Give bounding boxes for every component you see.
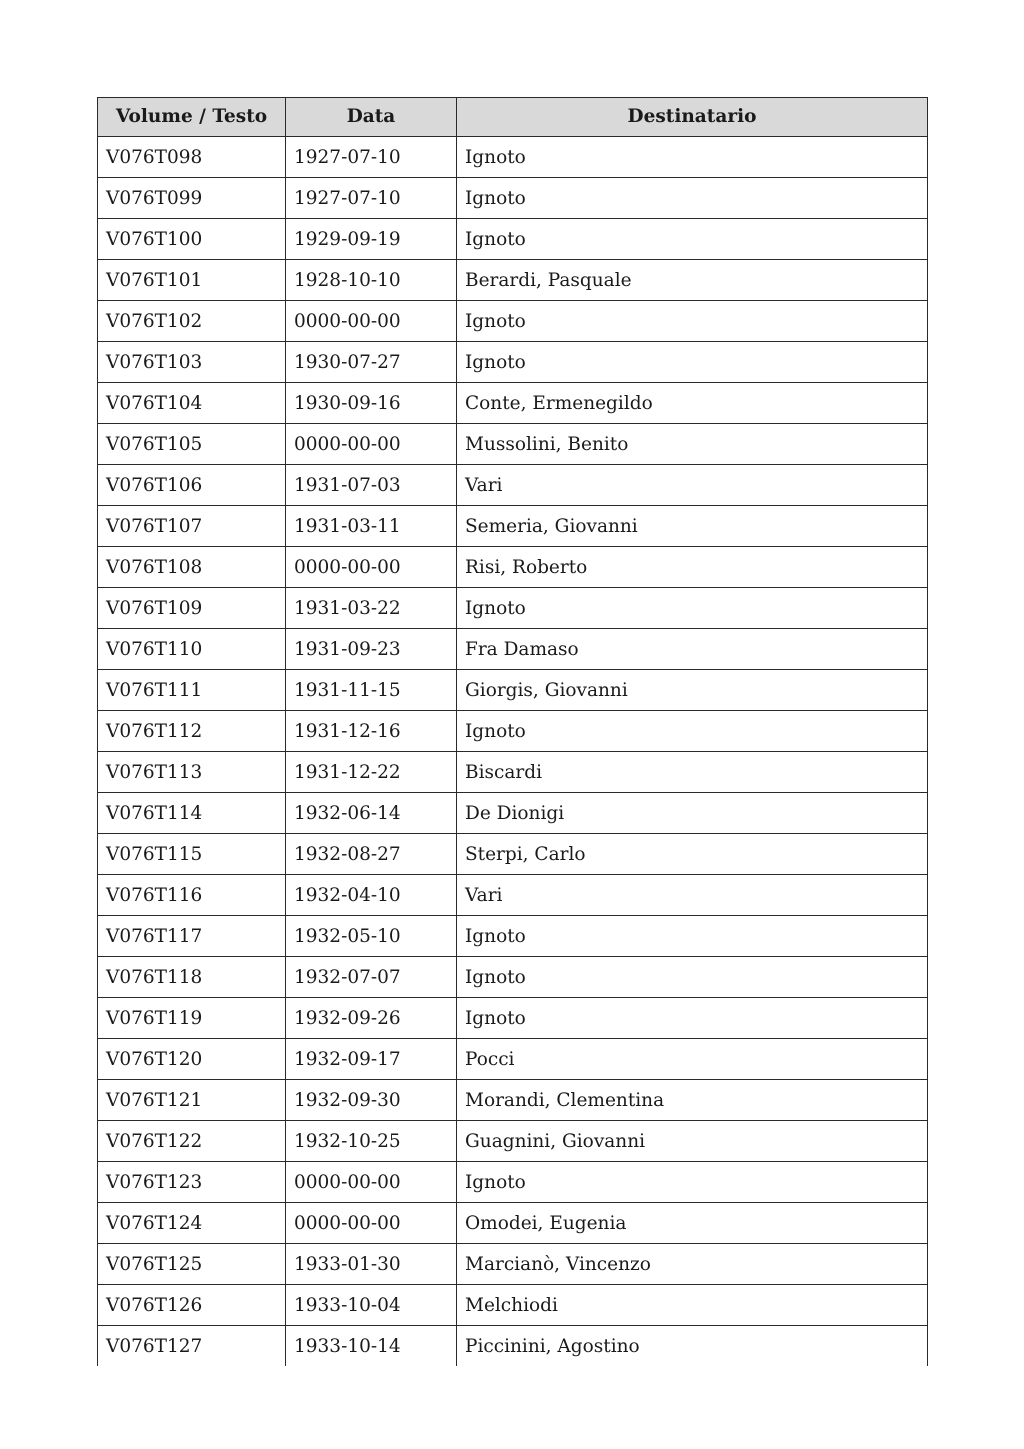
cell-destinatario: Fra Damaso [457,629,928,670]
cell-destinatario: Melchiodi [457,1285,928,1326]
cell-destinatario: Ignoto [457,301,928,342]
table-row [98,424,928,465]
table-row [98,998,928,1039]
table-row [98,178,928,219]
cell-volume-testo: V076T114 [98,793,286,834]
cell-volume-testo: V076T107 [98,506,286,547]
cell-destinatario: Morandi, Clementina [457,1080,928,1121]
cell-destinatario: Ignoto [457,137,928,178]
cell-volume-testo: V076T110 [98,629,286,670]
cell-data: 0000-00-00 [286,301,457,342]
table-row [98,383,928,424]
cell-destinatario: Biscardi [457,752,928,793]
table-row [98,219,928,260]
table-row [98,752,928,793]
cell-data: 1930-07-27 [286,342,457,383]
cell-data: 1932-09-17 [286,1039,457,1080]
cell-volume-testo: V076T100 [98,219,286,260]
cell-volume-testo: V076T111 [98,670,286,711]
cell-data: 1933-10-14 [286,1326,457,1367]
table-row [98,1080,928,1121]
cell-volume-testo: V076T124 [98,1203,286,1244]
cell-volume-testo: V076T101 [98,260,286,301]
table-row [98,506,928,547]
cell-volume-testo: V076T120 [98,1039,286,1080]
table-row [98,301,928,342]
cell-data: 1933-10-04 [286,1285,457,1326]
cell-data: 1932-06-14 [286,793,457,834]
cell-destinatario: Ignoto [457,342,928,383]
cell-data: 0000-00-00 [286,1162,457,1203]
cell-destinatario: Ignoto [457,1162,928,1203]
cell-destinatario: Risi, Roberto [457,547,928,588]
table-row [98,1121,928,1162]
cell-destinatario: Sterpi, Carlo [457,834,928,875]
cell-volume-testo: V076T108 [98,547,286,588]
table-row [98,1203,928,1244]
table-row [98,588,928,629]
cell-data: 1927-07-10 [286,178,457,219]
cell-data: 1932-08-27 [286,834,457,875]
cell-volume-testo: V076T105 [98,424,286,465]
cell-data: 1932-07-07 [286,957,457,998]
cell-volume-testo: V076T118 [98,957,286,998]
cell-volume-testo: V076T102 [98,301,286,342]
cell-volume-testo: V076T104 [98,383,286,424]
table-header [98,98,928,137]
cell-data: 0000-00-00 [286,547,457,588]
table-body [98,137,928,1367]
table-row [98,793,928,834]
cell-destinatario: Giorgis, Giovanni [457,670,928,711]
header-row [98,98,928,137]
cell-destinatario: Berardi, Pasquale [457,260,928,301]
cell-destinatario: De Dionigi [457,793,928,834]
table-row [98,1326,928,1367]
cell-data: 1932-04-10 [286,875,457,916]
cell-volume-testo: V076T119 [98,998,286,1039]
table-row [98,711,928,752]
cell-volume-testo: V076T106 [98,465,286,506]
cell-data: 1933-01-30 [286,1244,457,1285]
table-row [98,547,928,588]
cell-data: 1931-12-16 [286,711,457,752]
cell-data: 1932-05-10 [286,916,457,957]
cell-volume-testo: V076T103 [98,342,286,383]
table-row [98,957,928,998]
cell-volume-testo: V076T121 [98,1080,286,1121]
cell-destinatario: Conte, Ermenegildo [457,383,928,424]
cell-data: 1931-11-15 [286,670,457,711]
column-header-data: Data [286,98,457,137]
cell-destinatario: Omodei, Eugenia [457,1203,928,1244]
cell-destinatario: Ignoto [457,916,928,957]
table-row [98,1039,928,1080]
cell-destinatario: Vari [457,465,928,506]
cell-destinatario: Marcianò, Vincenzo [457,1244,928,1285]
cell-data: 0000-00-00 [286,424,457,465]
cell-data: 1929-09-19 [286,219,457,260]
cell-volume-testo: V076T116 [98,875,286,916]
cell-volume-testo: V076T125 [98,1244,286,1285]
cell-volume-testo: V076T115 [98,834,286,875]
table-row [98,137,928,178]
table-row [98,1285,928,1326]
cell-destinatario: Semeria, Giovanni [457,506,928,547]
cell-volume-testo: V076T099 [98,178,286,219]
cell-destinatario: Vari [457,875,928,916]
cell-volume-testo: V076T113 [98,752,286,793]
table-row [98,342,928,383]
cell-volume-testo: V076T117 [98,916,286,957]
column-header-volume-testo: Volume / Testo [98,98,286,137]
cell-data: 1931-03-22 [286,588,457,629]
cell-data: 1932-09-30 [286,1080,457,1121]
cell-data: 1927-07-10 [286,137,457,178]
cell-data: 1931-07-03 [286,465,457,506]
cell-destinatario: Ignoto [457,178,928,219]
table-row [98,834,928,875]
cell-destinatario: Mussolini, Benito [457,424,928,465]
cell-destinatario: Pocci [457,1039,928,1080]
cell-destinatario: Ignoto [457,711,928,752]
cell-data: 1931-09-23 [286,629,457,670]
cell-volume-testo: V076T109 [98,588,286,629]
cell-destinatario: Guagnini, Giovanni [457,1121,928,1162]
table-row [98,629,928,670]
cell-destinatario: Ignoto [457,219,928,260]
cell-data: 1928-10-10 [286,260,457,301]
cell-data: 1932-10-25 [286,1121,457,1162]
cell-volume-testo: V076T122 [98,1121,286,1162]
table-row [98,1162,928,1203]
cell-volume-testo: V076T127 [98,1326,286,1367]
cell-volume-testo: V076T126 [98,1285,286,1326]
table-row [98,260,928,301]
cell-volume-testo: V076T112 [98,711,286,752]
table-row [98,875,928,916]
table-row [98,916,928,957]
cell-volume-testo: V076T123 [98,1162,286,1203]
cell-volume-testo: V076T098 [98,137,286,178]
table-row [98,1244,928,1285]
table-row [98,465,928,506]
cell-destinatario: Ignoto [457,998,928,1039]
table-row [98,670,928,711]
cell-destinatario: Ignoto [457,588,928,629]
cell-destinatario: Ignoto [457,957,928,998]
cell-data: 1931-03-11 [286,506,457,547]
cell-data: 1932-09-26 [286,998,457,1039]
cell-destinatario: Piccinini, Agostino [457,1326,928,1367]
letters-table [97,97,928,1366]
cell-data: 0000-00-00 [286,1203,457,1244]
column-header-destinatario: Destinatario [457,98,928,137]
cell-data: 1930-09-16 [286,383,457,424]
cell-data: 1931-12-22 [286,752,457,793]
